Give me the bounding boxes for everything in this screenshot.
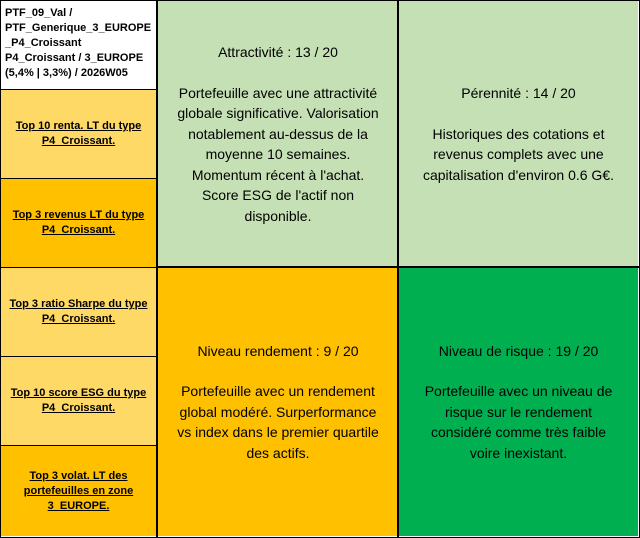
- divider-tag-5: [0, 445, 157, 446]
- divider-center: [397, 0, 399, 538]
- divider-middle: [156, 266, 640, 268]
- tag-top3-sharpe: Top 3 ratio Sharpe du type P4_Croissant.: [1, 268, 156, 356]
- attractivite-title: Attractivité : 13 / 20: [218, 44, 338, 60]
- tag-top10-esg: Top 10 score ESG du type P4_Croissant.: [1, 357, 156, 445]
- attractivite-text: Portefeuille avec une attractivité globale significative. Valorisation notablement au-dessus de la moyenne 10 semaines. Momentum récent à l'achat. Score ESG de l'actif non disponible.: [177, 84, 379, 224]
- perennite-text: Historiques des cotations et revenus complets avec une capitalisation d'environ 0.6 G€.: [422, 125, 614, 183]
- divider-sidebar: [156, 0, 158, 538]
- risque-text: Portefeuille avec un niveau de risque sur le rendement considéré comme très faible voire inexistant.: [424, 383, 613, 461]
- panel-rendement: [158, 268, 398, 536]
- tag-top10-renta: Top 10 renta. LT du type P4_Croissant.: [1, 90, 156, 178]
- tag-top3-volat: Top 3 volat. LT des portefeuilles en zone 3_EUROPE.: [1, 446, 156, 536]
- panel-attractivite: [158, 1, 398, 267]
- divider-tag-2: [0, 178, 157, 179]
- perennite-title: Pérennité : 14 / 20: [461, 85, 576, 101]
- risque-title: Niveau de risque : 19 / 20: [438, 342, 599, 359]
- rendement-text: Portefeuille avec un rendement global modéré. Surperformance vs index dans le premier quartile des actifs.: [177, 383, 379, 461]
- portfolio-header: PTF_09_Val / PTF_Generique_3_EUROPE _P4_Croissant P4_Croissant / 3_EUROPE (5,4% | 3,3%) / 2026W05: [1, 1, 157, 89]
- divider-tag-3: [0, 267, 157, 268]
- panel-perennite: [399, 1, 638, 267]
- divider-tag-1: [0, 89, 157, 90]
- divider-tag-4: [0, 356, 157, 357]
- tag-top3-revenus: Top 3 revenus LT du type P4_Croissant.: [1, 179, 156, 267]
- panel-risque: [399, 268, 638, 536]
- rendement-title: Niveau rendement : 9 / 20: [197, 342, 359, 359]
